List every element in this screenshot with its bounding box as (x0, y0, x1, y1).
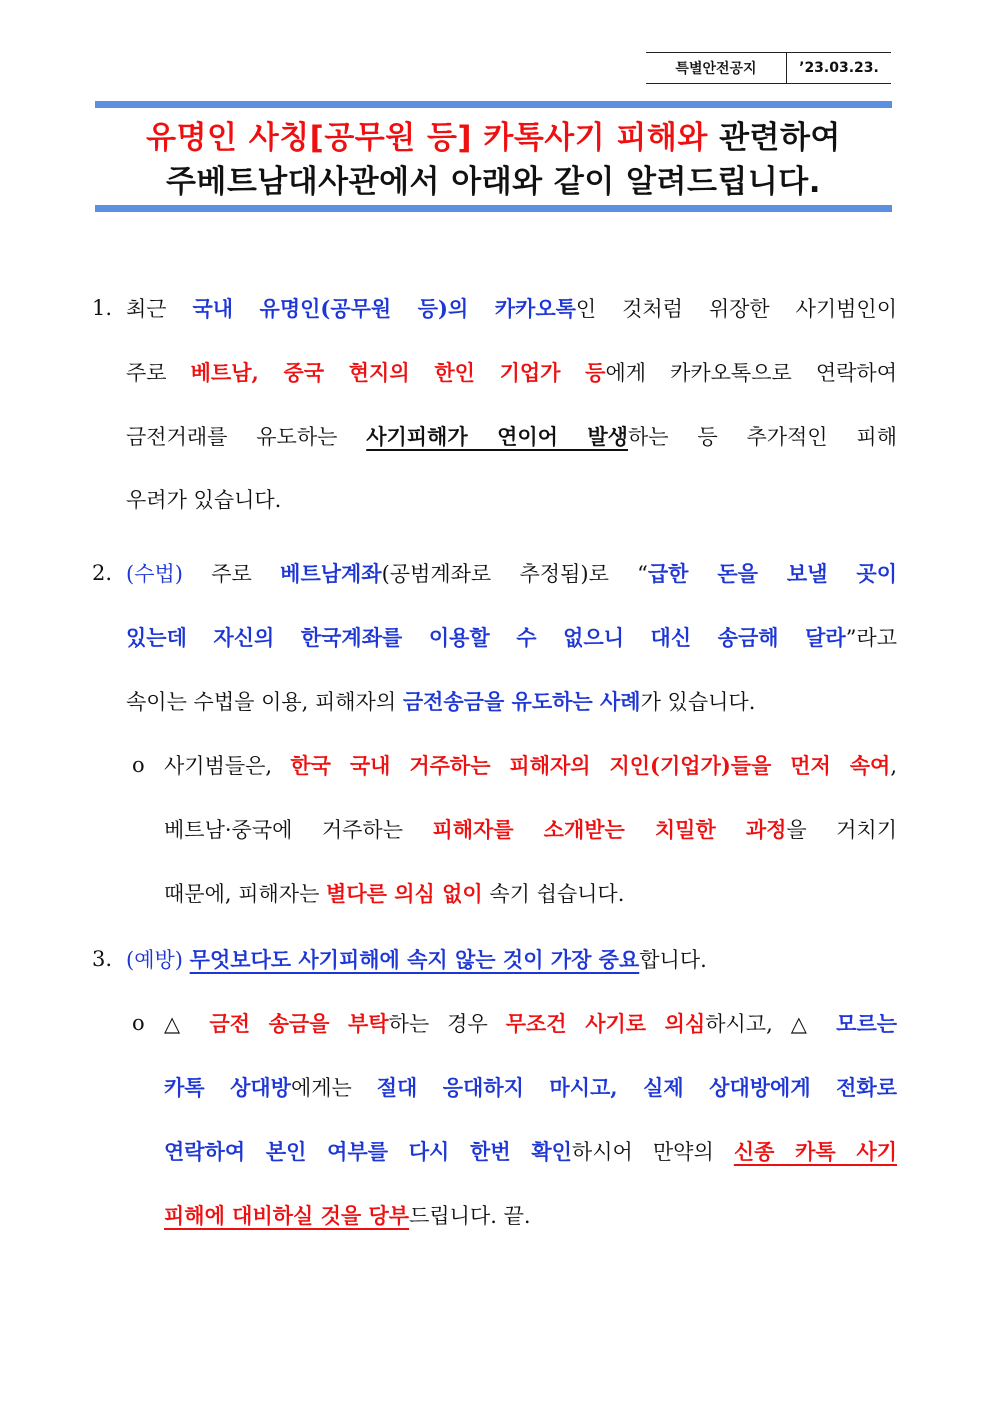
text: 때문에, 피해자는 (164, 882, 327, 906)
title-line2: 주베트남대사관에서 아래와 같이 알려드립니다. (165, 164, 822, 200)
text: ”라고 (845, 626, 897, 650)
highlight-red: 별다른 의심 없이 (326, 881, 483, 906)
highlight-red: 베트남, 중국 현지의 한인 기업가 등 (190, 360, 606, 385)
highlight-red-underline: 피해에 대비하실 것을 당부 (164, 1203, 410, 1228)
notice-category: 특별안전공지 (646, 53, 787, 83)
highlight-red: 무조건 사기로 의심 (505, 1011, 706, 1036)
title-bottom-bar (95, 205, 892, 212)
notice-item-2 (92, 542, 897, 926)
text: 에게 카카오톡으로 연락하여 (605, 361, 897, 385)
highlight-underline: 사기피해가 연이어 발생 (366, 424, 628, 449)
highlight-blue: 금전송금을 유도하는 사례 (402, 689, 641, 714)
text: 가 있습니다. (640, 690, 756, 714)
notice-date: ’23.03.23. (799, 60, 879, 76)
text: , (890, 754, 897, 778)
highlight-blue: 베트남계좌 (280, 561, 382, 586)
text: 최근 (126, 297, 193, 321)
prevention-label: (예방) (126, 948, 183, 972)
highlight-red: 한국 국내 거주하는 피해자의 지인(기업가)들을 먼저 속여 (290, 753, 891, 778)
method-label: (수법) (126, 562, 183, 586)
text: 금전거래를 유도하는 (126, 425, 367, 449)
sub-point (132, 734, 897, 926)
text: 인 것처럼 위장한 사기범인이 (575, 297, 897, 321)
text: 하는 등 추가적인 피해 (627, 425, 897, 449)
text: 주로 (126, 361, 191, 385)
text: 드립니다. 끝. (409, 1204, 531, 1228)
highlight-blue-underline: 무엇보다도 사기피해에 속지 않는 것이 가장 중요 (189, 947, 640, 972)
text: 사기범들은, (164, 754, 291, 778)
highlight-blue: 모르는 (836, 1011, 898, 1036)
title-line1-red: 유명인 사칭[공무원 등] 카톡사기 피해와 (146, 120, 708, 156)
text: 하시고, △ (705, 1012, 837, 1036)
page-title (95, 116, 892, 204)
highlight-red: 금전 송금을 부탁 (209, 1011, 389, 1036)
item-number: 2. (92, 561, 113, 585)
item-number: 1. (92, 296, 113, 320)
highlight-red-underline: 신종 카톡 사기 (733, 1139, 897, 1164)
bullet: o (132, 1011, 145, 1035)
title-line1-rest: 관련하여 (707, 120, 841, 156)
text: 주로 (182, 562, 281, 586)
highlight-blue: 급한 돈을 보낼 곳이 (647, 561, 897, 586)
text: 에게는 (290, 1076, 377, 1100)
notice-item-3 (92, 928, 897, 1248)
text (183, 948, 190, 972)
text: 하는 경우 (388, 1012, 506, 1036)
highlight-red: 피해자를 소개받는 치밀한 과정 (432, 817, 787, 842)
highlight-blue: 연락하여 본인 여부를 다시 한번 확인 (164, 1139, 572, 1164)
text: 속기 쉽습니다. (482, 882, 625, 906)
highlight-blue: 절대 응대하지 마시고, 실제 상대방에게 전화로 (376, 1075, 897, 1100)
text: △ (164, 1012, 210, 1036)
notice-tag-box (646, 52, 891, 84)
bullet: o (132, 753, 145, 777)
item-number: 3. (92, 947, 113, 971)
notice-item-1 (92, 277, 897, 532)
text: 을 거치기 (786, 818, 897, 842)
text: 베트남·중국에 거주하는 (164, 818, 433, 842)
text: 하시어 만약의 (571, 1140, 734, 1164)
highlight-blue: 있는데 자신의 한국계좌를 이용할 수 없으니 대신 송금해 달라 (126, 625, 846, 650)
text: 속이는 수법을 이용, 피해자의 (126, 690, 403, 714)
highlight-blue: 카톡 상대방 (164, 1075, 291, 1100)
highlight-blue: 국내 유명인(공무원 등)의 카카오톡 (192, 296, 576, 321)
title-top-bar (95, 101, 892, 108)
text: 합니다. (639, 948, 707, 972)
text: (공범계좌로 추정됨)로 “ (381, 562, 648, 586)
sub-point (132, 992, 897, 1248)
text: 우려가 있습니다. (126, 488, 282, 512)
